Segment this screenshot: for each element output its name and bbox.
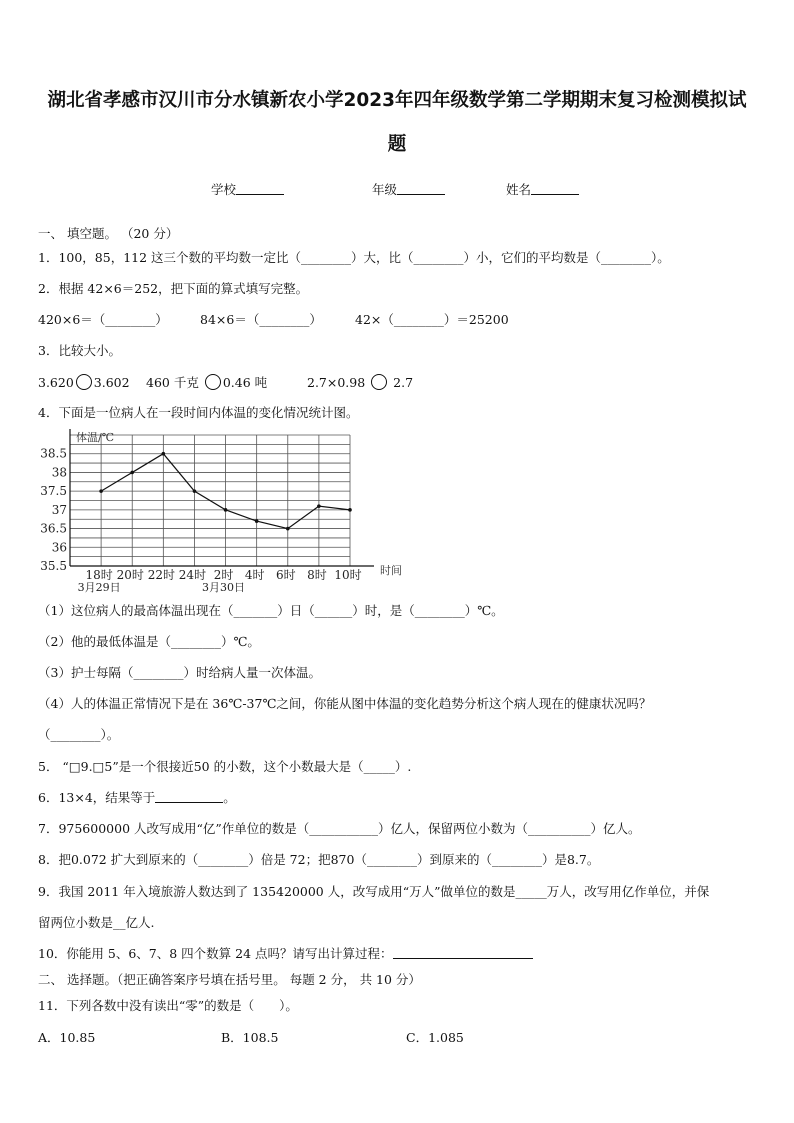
data-point xyxy=(193,489,197,493)
school-field: 学校 xyxy=(211,182,284,198)
y-tick-label: 35.5 xyxy=(40,559,67,573)
data-point xyxy=(162,452,166,456)
data-point xyxy=(255,519,259,523)
date-label: 3月29日 xyxy=(77,581,121,594)
question-2-item: 42×（________）＝25200 xyxy=(355,312,509,327)
y-tick-label: 36.5 xyxy=(40,521,67,536)
compare-item: 2.7×0.98 2.7 xyxy=(307,375,414,390)
x-tick-label: 22时 xyxy=(147,568,175,582)
x-tick-label: 8时 xyxy=(307,568,327,582)
x-tick-label: 2时 xyxy=(213,568,234,582)
question-1: 1．100，85，112 这三个数的平均数一定比（________）大，比（________）小，它们的平均数是（________）。 xyxy=(38,250,670,265)
compare-circle xyxy=(205,374,221,390)
question-4-sub: （________）。 xyxy=(38,727,120,742)
name-field: 姓名 xyxy=(506,182,579,198)
question-11: 11．下列各数中没有读出“零”的数是（ ）。 xyxy=(38,998,298,1013)
page-title: 湖北省孝感市汉川市分水镇新农小学2023年四年级数学第二学期期末复习检测模拟试 xyxy=(47,90,747,111)
question-2-item: 84×6＝（________） xyxy=(200,312,322,327)
question-10: 10．你能用 5、6、7、8 四个数算 24 点吗？请写出计算过程： xyxy=(38,946,533,962)
data-point xyxy=(130,471,134,475)
compare-circle xyxy=(76,374,92,390)
question-8: 8．把0.072 扩大到原来的（________）倍是 72；把870（________）到原来的（________）是8.7。 xyxy=(38,852,600,867)
data-point xyxy=(348,508,352,512)
option-b: B．108.5 xyxy=(221,1030,279,1045)
data-point xyxy=(317,504,321,508)
x-tick-label: 6时 xyxy=(275,568,296,582)
question-3: 3．比较大小。 xyxy=(38,343,121,358)
y-tick-label: 37 xyxy=(51,502,67,517)
question-4-sub: （4）人的体温正常情况下是在 36℃-37℃之间，你能从图中体温的变化趋势分析这个病人现在的健康状况吗？ xyxy=(38,696,652,711)
data-point xyxy=(286,527,290,531)
compare-item: 3.620 3.602 xyxy=(38,375,130,390)
question-5: 5． “□9.□5”是一个很接近50 的小数，这个小数最大是（_____）. xyxy=(38,759,412,774)
question-6: 6．13×4，结果等于 。 xyxy=(38,790,236,805)
x-tick-label: 10时 xyxy=(334,568,362,582)
section-1-heading: 一、 填空题。 （20 分） xyxy=(38,226,179,241)
y-axis-title: 体温/℃ xyxy=(76,431,115,444)
question-4-sub: （1）这位病人的最高体温出现在（_______）日（______）时，是（________）℃。 xyxy=(38,603,504,618)
x-tick-label: 20时 xyxy=(116,568,144,582)
y-tick-label: 38 xyxy=(51,465,67,480)
page-title-cont: 题 xyxy=(387,134,407,155)
compare-item: 460 千克 0.46 吨 xyxy=(146,375,268,390)
y-tick-label: 36 xyxy=(51,540,67,555)
x-tick-label: 18时 xyxy=(85,568,113,582)
compare-circle xyxy=(371,374,387,390)
question-2-item: 420×6＝（________） xyxy=(38,312,168,327)
question-4: 4．下面是一位病人在一段时间内体温的变化情况统计图。 xyxy=(38,405,359,420)
data-point xyxy=(224,508,228,512)
question-9: 9．我国 2011 年入境旅游人数达到了 135420000 人，改写成用“万人”做单位的数是_____万人，改写用亿作单位，并保 xyxy=(38,884,710,899)
question-4-sub: （2）他的最低体温是（________）℃。 xyxy=(38,634,260,649)
question-7: 7．975600000 人改写成用“亿”作单位的数是（___________）亿人，保留两位小数为（__________）亿人。 xyxy=(38,821,641,836)
question-4-sub: （3）护士每隔（________）时给病人量一次体温。 xyxy=(38,665,321,680)
data-point xyxy=(99,489,103,493)
section-2-heading: 二、 选择题。（把正确答案序号填在括号里。 每题 2 分， 共 10 分） xyxy=(38,972,421,987)
x-tick-label: 4时 xyxy=(244,568,265,582)
question-2: 2．根据 42×6＝252，把下面的算式填写完整。 xyxy=(38,281,309,296)
grade-field: 年级 xyxy=(372,182,445,198)
x-axis-title: 时间 xyxy=(380,564,402,577)
y-tick-label: 37.5 xyxy=(40,484,67,499)
x-tick-label: 24时 xyxy=(178,568,207,582)
option-c: C．1.085 xyxy=(406,1030,464,1045)
y-tick-label: 38.5 xyxy=(40,446,67,461)
question-9-cont: 留两位小数是__亿人. xyxy=(38,915,155,930)
temperature-line-chart xyxy=(30,427,420,597)
option-a: A．10.85 xyxy=(38,1030,96,1045)
date-label: 3月30日 xyxy=(202,581,246,594)
